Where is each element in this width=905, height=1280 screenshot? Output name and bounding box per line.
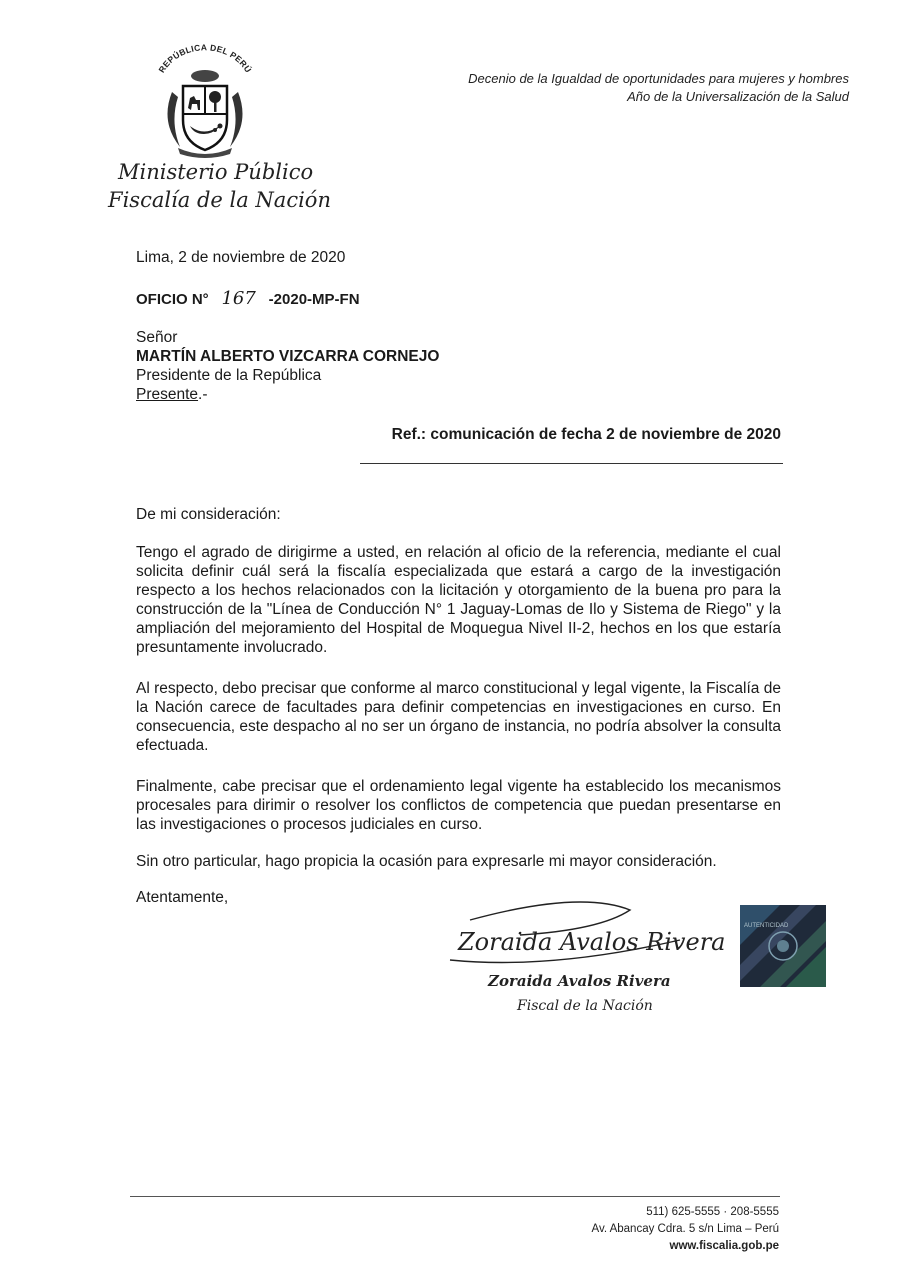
oficio-suffix: -2020-MP-FN bbox=[268, 291, 360, 308]
seal-arc-text: REPÚBLICA DEL PERÚ bbox=[156, 42, 254, 75]
signer-name: Zoraida Avalos Rivera bbox=[488, 972, 671, 990]
closing: Atentamente, bbox=[136, 889, 229, 906]
footer-divider bbox=[130, 1196, 780, 1197]
footer bbox=[591, 1204, 779, 1255]
security-hologram-icon bbox=[740, 905, 826, 987]
oficio-prefix: OFICIO N° bbox=[136, 291, 209, 308]
footer-address: Av. Abancay Cdra. 5 s/n Lima – Perú bbox=[591, 1223, 779, 1235]
paragraph-3: Finalmente, cabe precisar que el ordenamiento legal vigente ha establecido los mecanismos procesales para dirimir o resolver los conflictos de competencia que puedan presentarse en las investigaciones o procesos judiciales en curso. bbox=[136, 778, 781, 833]
recipient-block bbox=[136, 328, 439, 404]
national-seal bbox=[150, 42, 260, 162]
oficio-handwritten-number: 167 bbox=[221, 288, 256, 309]
recipient-role: Presidente de la República bbox=[136, 367, 322, 384]
footer-website-link[interactable]: www.fiscalia.gob.pe bbox=[669, 1240, 779, 1252]
svg-text:REPÚBLICA DEL PERÚ bbox=[156, 42, 254, 74]
handwritten-signature bbox=[430, 900, 730, 970]
signature-scribble: Zoraida Avalos Rivera bbox=[458, 928, 726, 956]
decenio-line-1: Decenio de la Igualdad de oportunidades para mujeres y hombres bbox=[468, 71, 849, 86]
recipient-name: MARTÍN ALBERTO VIZCARRA CORNEJO bbox=[136, 348, 440, 365]
letter-date: Lima, 2 de noviembre de 2020 bbox=[136, 249, 346, 266]
signature-icon bbox=[430, 900, 730, 970]
coat-of-arms-icon bbox=[150, 42, 260, 162]
reference-divider bbox=[360, 463, 783, 464]
decenio-header bbox=[468, 70, 849, 106]
paragraph-1: Tengo el agrado de dirigirme a usted, en relación al oficio de la referencia, mediante el cual solicita definir cuál será la fiscalía especializada que estará a cargo de la investigación respecto a los hechos relacionados con la licitación y otorgamiento de la buena pro para la construcción de la "Línea de Conducción N° 1 Jaguay-Lomas de Ilo y Sistema de Riego" y la ampliación del mejoramiento del Hospital de Moquegua Nivel II-2, hechos en los que estaría presuntamente involucrado. bbox=[136, 544, 781, 656]
ministry-line-2: Fiscalía de la Nación bbox=[108, 188, 331, 212]
paragraph-4: Sin otro particular, hago propicia la ocasión para expresarle mi mayor consideración. bbox=[136, 853, 717, 870]
hologram-sticker bbox=[740, 905, 826, 987]
paragraph-2: Al respecto, debo precisar que conforme al marco constitucional y legal vigente, la Fiscalía de la Nación carece de facultades para definir competencias en investigaciones en curso. En consecuencia, este despacho al no ser un órgano de instancia, no podría absolver la consulta efectuada. bbox=[136, 680, 781, 754]
reference-line: Ref.: comunicación de fecha 2 de noviembre de 2020 bbox=[391, 426, 781, 443]
hologram-label: AUTENTICIDAD bbox=[744, 923, 789, 929]
presente-suffix: .- bbox=[198, 386, 208, 403]
signer-title: Fiscal de la Nación bbox=[517, 998, 653, 1014]
presente-word: Presente bbox=[136, 386, 199, 403]
ministry-name bbox=[108, 158, 368, 214]
footer-phone: 511) 625-5555 · 208-5555 bbox=[646, 1206, 779, 1218]
decenio-line-2: Año de la Universalización de la Salud bbox=[627, 89, 849, 104]
presente-line bbox=[136, 385, 439, 404]
oficio-number bbox=[136, 288, 360, 309]
salutation-title: Señor bbox=[136, 329, 178, 346]
ministry-line-1: Ministerio Público bbox=[118, 160, 314, 184]
greeting: De mi consideración: bbox=[136, 506, 281, 523]
